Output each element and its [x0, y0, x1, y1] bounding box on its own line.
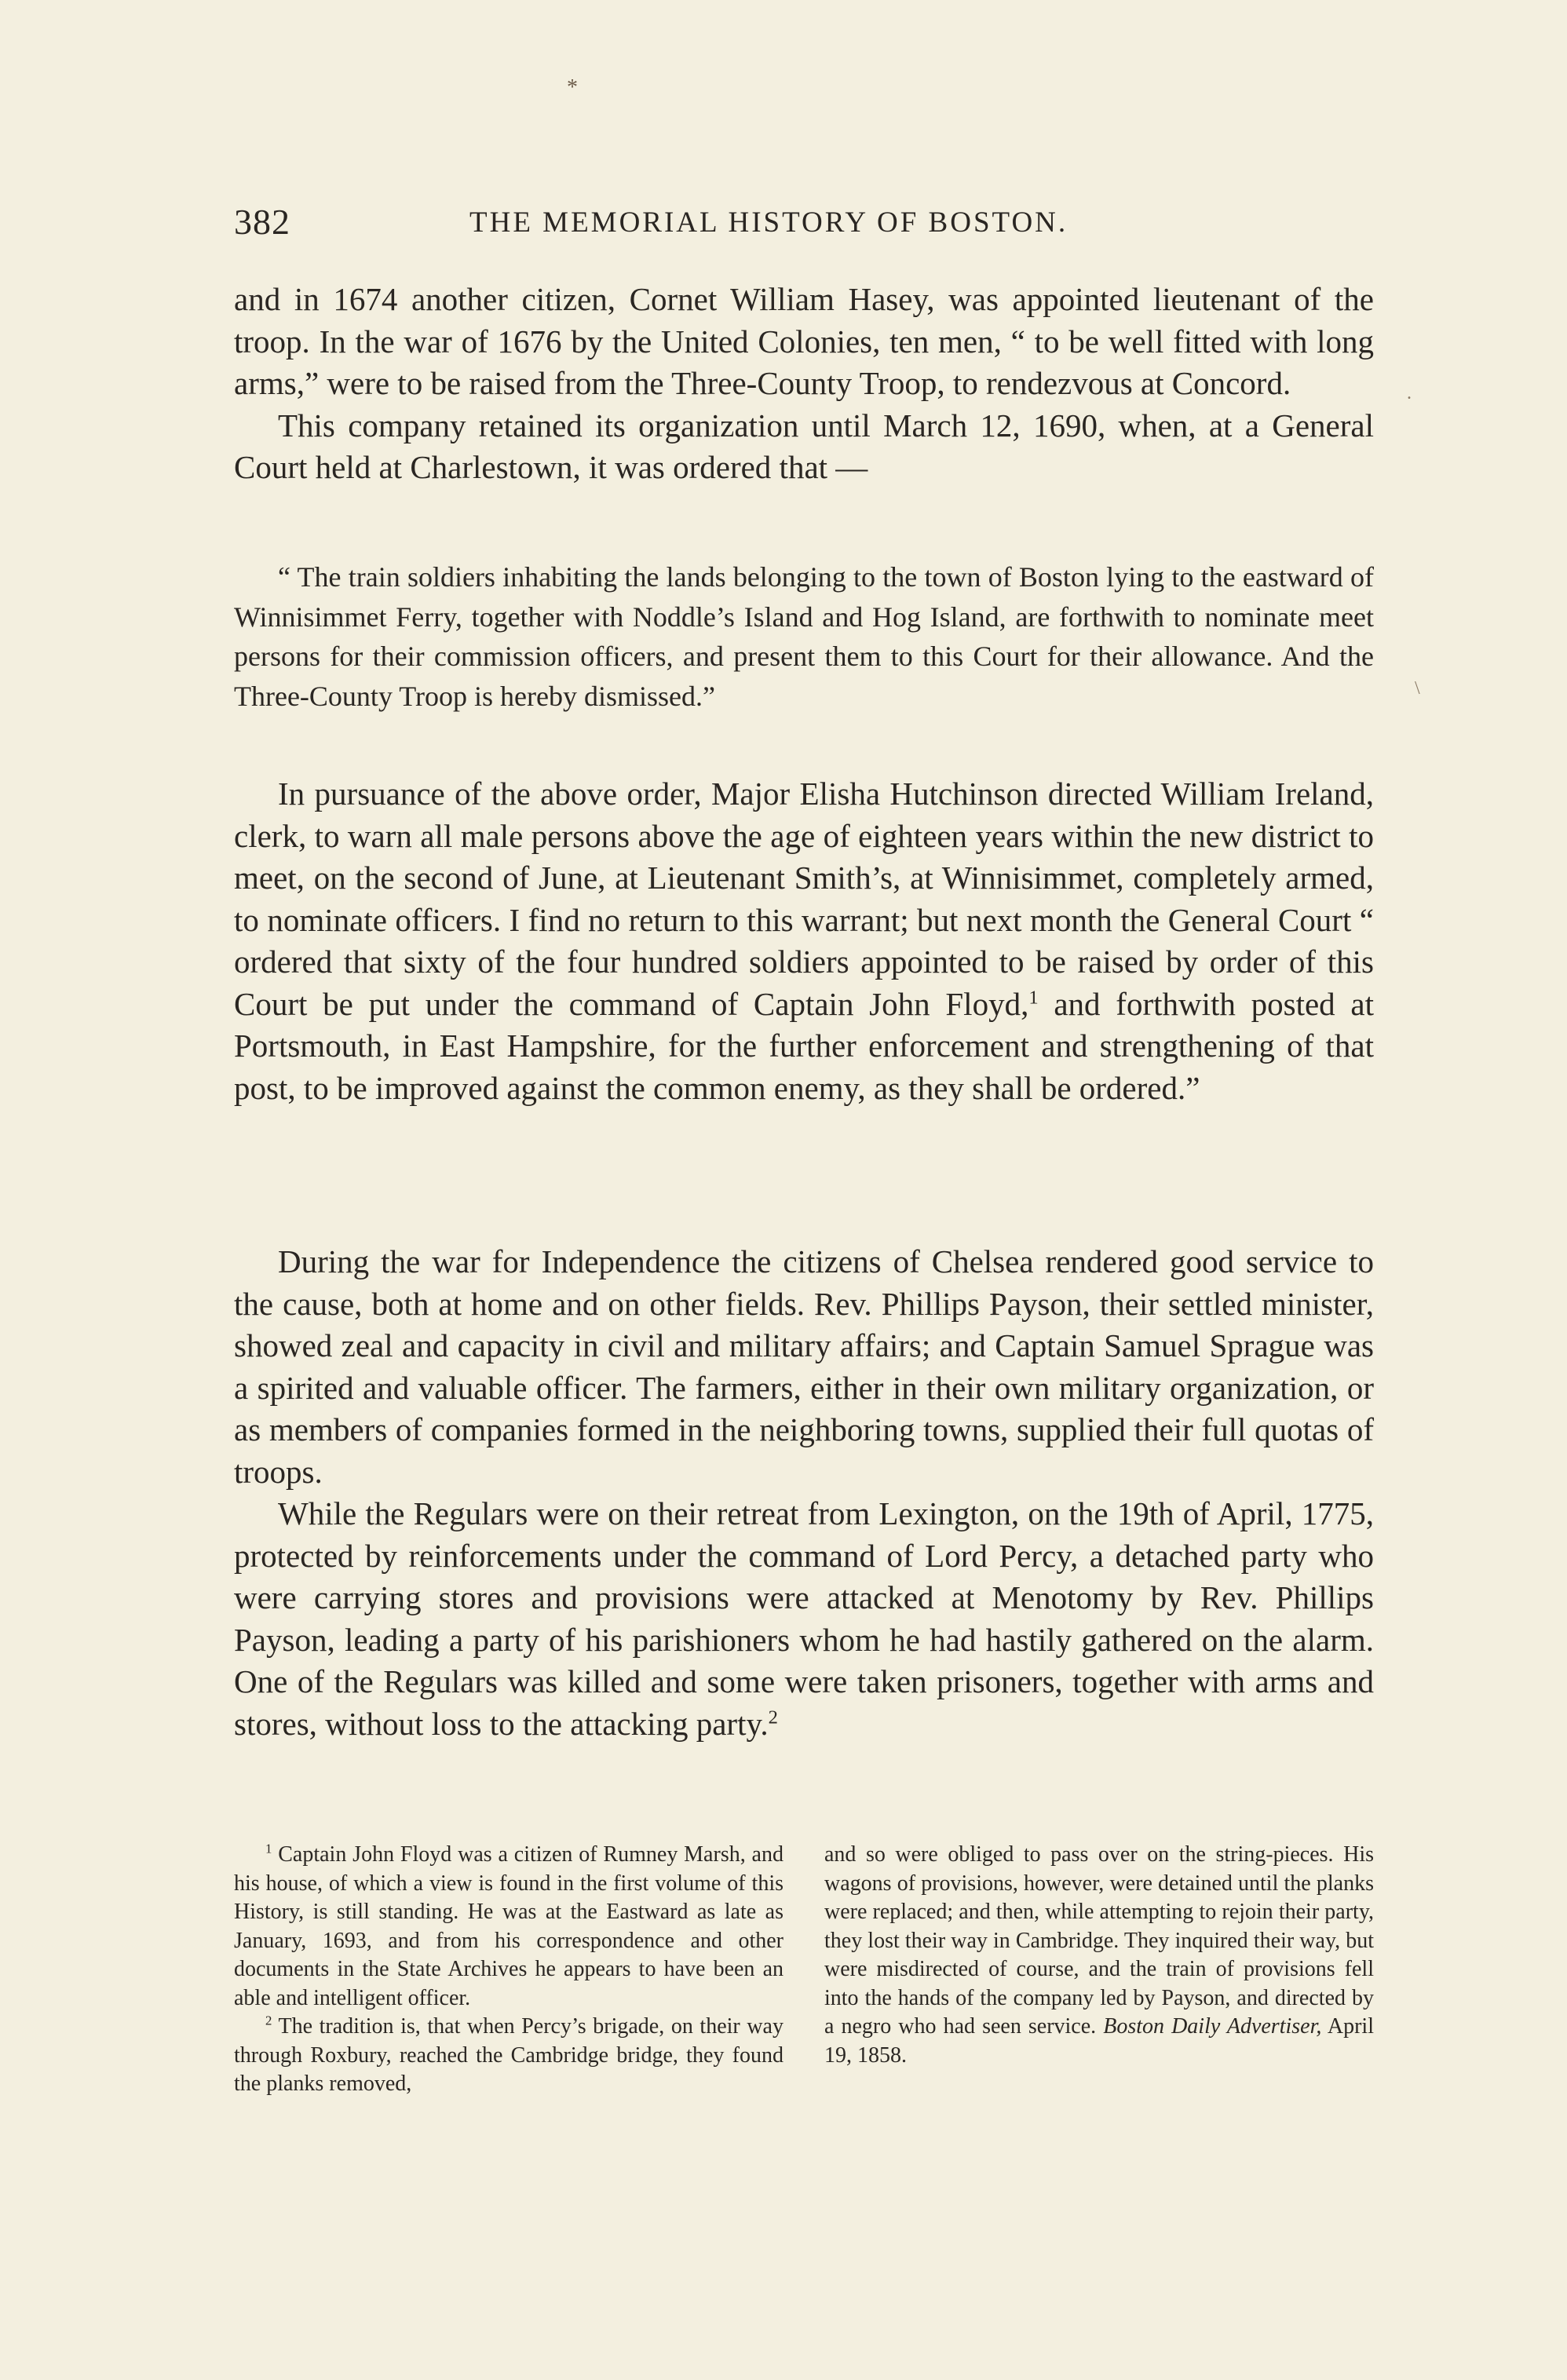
pursuance-text-end: and forthwith posted at Portsmouth, in East Hampshire, for the further enforcement and strengthening of that post, to be improved against the common enemy, as they shall be ordered.”	[234, 985, 1374, 1106]
footnote-column-right	[824, 1841, 1374, 2099]
running-title: THE MEMORIAL HISTORY OF BOSTON.	[469, 206, 1068, 239]
footnote-2	[234, 2013, 784, 2099]
paragraph-regulars	[234, 1493, 1374, 1745]
footnote-ref-2: 2	[768, 1706, 778, 1728]
paragraph-independence: During the war for Independence the citizens of Chelsea rendered good service to the cause, both at home and on other fields. Rev. Phillips Payson, their settled minister, showed zeal and capacity in civil and military affairs; and Captain Samuel Sprague was a spirited and valuable officer. The farmers, either in their own military organization, or as members of companies formed in the neighboring towns, supplied their full quotas of troops.	[234, 1243, 1374, 1490]
footnote-ref-1: 1	[1028, 986, 1039, 1008]
footnote-2-text: The tradition is, that when Percy’s brigade, on their way through Roxbury, reached the Cambridge bridge, they found the planks removed,	[234, 2014, 784, 2096]
paragraph-troop: and in 1674 another citizen, Cornet William Hasey, was appointed lieutenant of the troop. In the war of 1676 by the United Colonies, ten men, “ to be well fitted with long arms,” were to be raised from the Three-County Troop, to rendezvous at Concord.	[234, 281, 1374, 401]
pursuance-text: In pursuance of the above order, Major Elisha Hutchinson directed William Ireland, clerk, to warn all male persons above the age of eighteen years within the new district to meet, on the second of June, at Lieutenant Smith’s, at Winnisimmet, completely armed, to nominate officers. I find no return to this warrant; but next month the General Court “ ordered that sixty of the four hundred soldiers appointed to be raised by order of this Court be put under the command of Captain John Floyd,	[234, 776, 1374, 1022]
regulars-text: While the Regulars were on their retreat from Lexington, on the 19th of April, 1775, protected by reinforcements under the command of Lord Percy, a detached party who were carrying stores and provisions were attacked at Menotomy by Rev. Phillips Payson, leading a party of his parishioners whom he had hastily gathered on the alarm. One of the Regulars was killed and some were taken prisoners, together with arms and stores, without loss to the attacking party.	[234, 1495, 1374, 1742]
source-date: April 19, 1858.	[824, 2014, 1374, 2068]
footnote-1-text: Captain John Floyd was a citizen of Rumney Marsh, and his house, of which a view is found in the first volume of this History, is still standing. He was at the Eastward as late as January, 1693, and from his correspondence and other documents in the State Archives he appears to have been an able and intelligent officer.	[234, 1842, 784, 2010]
source-title: Boston Daily Advertiser,	[1103, 2014, 1322, 2039]
quote-text: “ The train soldiers inhabiting the lands belonging to the town of Boston lying to the eastward of Winnisimmet Ferry, together with Noddle’s Island and Hog Island, are forthwith to nominate meet persons for their commission officers, and present them to this Court for their allowance. And the Three-County Troop is hereby dismissed.”	[234, 561, 1374, 712]
footnote-2-continued	[824, 1841, 1374, 2070]
opening-paragraphs	[234, 279, 1374, 489]
footnote-2-continued-text: and so were obliged to pass over on the string-pieces. His wagons of provisions, however, were detained until the planks were replaced; and then, while attempting to rejoin their party, they lost their way in Cambridge. They inquired their way, but were misdirected of course, and the train of provisions fell into the hands of the company led by Payson, and directed by a negro who had seen service.	[824, 1842, 1374, 2039]
page-header	[234, 201, 1374, 248]
margin-speck: .	[1407, 383, 1412, 403]
page-number: 382	[234, 202, 290, 242]
independence-section	[234, 1241, 1374, 1745]
footnote-2-marker: 2	[265, 2013, 272, 2028]
margin-speck-2: \	[1415, 678, 1420, 699]
page-mark: *	[567, 75, 578, 100]
pursuance-section	[234, 773, 1374, 1109]
paragraph-pursuance	[234, 773, 1374, 1109]
footnote-1-marker: 1	[265, 1841, 272, 1856]
footnotes	[234, 1841, 1374, 2099]
footnote-1	[234, 1841, 784, 2013]
footnote-column-left	[234, 1841, 784, 2099]
court-order-quote	[234, 557, 1374, 716]
paragraph-organization: This company retained its organization until March 12, 1690, when, at a General Court held at Charlestown, it was ordered that —	[234, 407, 1374, 485]
